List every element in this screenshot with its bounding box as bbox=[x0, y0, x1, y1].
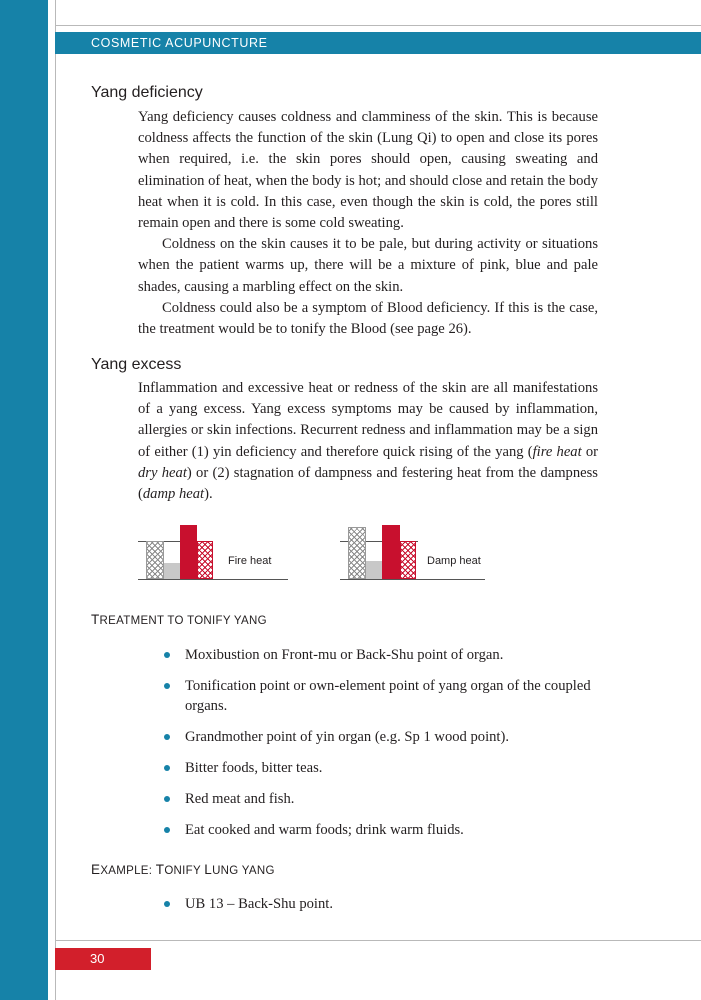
text-run: Inflammation and excessive heat or redness of the skin are all manifestations of a yang excess. Yang excess symptoms may be caused by inflammation, allergies or skin infections. Recurrent redness and inflammation may be a sign of either (1) yin deficiency and therefore quick rising of the yang ( bbox=[138, 380, 598, 460]
heat-bar bbox=[197, 541, 213, 579]
paragraph: Coldness on the skin causes it to be pale, but during activity or situations when the patient warms up, there will be a mixture of pink, blue and pale shades, causing a marbling effect on the skin. bbox=[138, 236, 598, 295]
treatment-list bbox=[160, 645, 600, 851]
yang-bar bbox=[382, 525, 400, 579]
list-item-text: Bitter foods, bitter teas. bbox=[185, 760, 323, 776]
example-heading bbox=[91, 862, 275, 877]
bullet-dot-icon bbox=[164, 901, 170, 907]
list-item bbox=[160, 727, 600, 747]
paragraph bbox=[138, 378, 598, 505]
bottom-rule bbox=[55, 940, 701, 941]
heading-yang-deficiency: Yang deficiency bbox=[91, 84, 203, 101]
damp-heat-label: Damp heat bbox=[427, 555, 481, 567]
yang-deficiency-body bbox=[138, 107, 598, 340]
bullet-dot-icon bbox=[164, 827, 170, 833]
fire-heat-diagram bbox=[138, 525, 288, 581]
list-item bbox=[160, 645, 600, 665]
text-run: ). bbox=[204, 486, 213, 503]
diagram-baseline bbox=[340, 579, 485, 580]
text-run: ) or (2) stagnation of dampness and festering heat from the dampness ( bbox=[138, 464, 598, 503]
paragraph: Coldness could also be a symptom of Blood deficiency. If this is the case, the treatment would be to tonify the Blood (see page 26). bbox=[138, 299, 598, 338]
example-list bbox=[160, 894, 600, 925]
yang-excess-body bbox=[138, 378, 598, 505]
left-color-bar bbox=[0, 0, 48, 1000]
heading-rest: XAMPLE: bbox=[100, 865, 153, 877]
heading-rest: REATMENT TO TONIFY YANG bbox=[99, 615, 267, 627]
heat-bar bbox=[400, 541, 416, 579]
cap-letter: T bbox=[91, 612, 100, 627]
running-header: COSMETIC ACUPUNCTURE bbox=[55, 32, 701, 54]
fire-heat-label: Fire heat bbox=[228, 555, 272, 567]
heading-rest: UNG YANG bbox=[212, 865, 275, 877]
diagram-baseline bbox=[138, 579, 288, 580]
bullet-dot-icon bbox=[164, 734, 170, 740]
list-item-text: Grandmother point of yin organ (e.g. Sp 1 wood point). bbox=[185, 729, 509, 745]
yin-deficit-bar bbox=[164, 563, 180, 579]
list-item-text: Moxibustion on Front-mu or Back-Shu point of organ. bbox=[185, 647, 504, 663]
list-item bbox=[160, 789, 600, 809]
bullet-dot-icon bbox=[164, 683, 170, 689]
list-item-text: Red meat and fish. bbox=[185, 791, 295, 807]
bullet-dot-icon bbox=[164, 765, 170, 771]
list-item-text: UB 13 – Back-Shu point. bbox=[185, 896, 333, 912]
yang-bar bbox=[180, 525, 197, 579]
bullet-dot-icon bbox=[164, 652, 170, 658]
yin-bar bbox=[348, 527, 366, 579]
term-fire-heat: fire heat bbox=[532, 443, 582, 460]
list-item bbox=[160, 676, 600, 716]
paragraph: Yang deficiency causes coldness and clamminess of the skin. This is because coldness affects the function of the skin (Lung Qi) to open and close its pores when required, i.e. the skin pores should open, causing sweating and elimination of heat, when the body is hot; and should close and retain the body heat when it is cold. In this case, even though the skin is cold, the pores still remain open and there is some cold sweating. bbox=[138, 109, 599, 232]
cap-letter: E bbox=[91, 862, 101, 877]
list-item-text: Tonification point or own-element point of yang organ of the coupled organs. bbox=[185, 678, 591, 714]
cap-letter: L bbox=[204, 862, 213, 877]
heading-yang-excess: Yang excess bbox=[91, 356, 182, 373]
heading-rest: ONIFY bbox=[164, 865, 201, 877]
treatment-heading bbox=[91, 612, 267, 627]
list-item bbox=[160, 758, 600, 778]
yin-bar bbox=[146, 541, 164, 579]
list-item-text: Eat cooked and warm foods; drink warm fluids. bbox=[185, 822, 464, 838]
text-run: or bbox=[581, 443, 599, 460]
bullet-dot-icon bbox=[164, 796, 170, 802]
list-item bbox=[160, 820, 600, 840]
page-number: 30 bbox=[55, 948, 151, 970]
top-rule bbox=[55, 25, 701, 26]
margin-rule bbox=[55, 0, 56, 1000]
list-item bbox=[160, 894, 600, 914]
cap-letter: T bbox=[155, 862, 165, 877]
damp-heat-diagram bbox=[340, 525, 485, 581]
term-damp-heat: damp heat bbox=[142, 486, 205, 503]
term-dry-heat: dry heat bbox=[138, 464, 187, 481]
yin-deficit-bar bbox=[366, 561, 382, 579]
